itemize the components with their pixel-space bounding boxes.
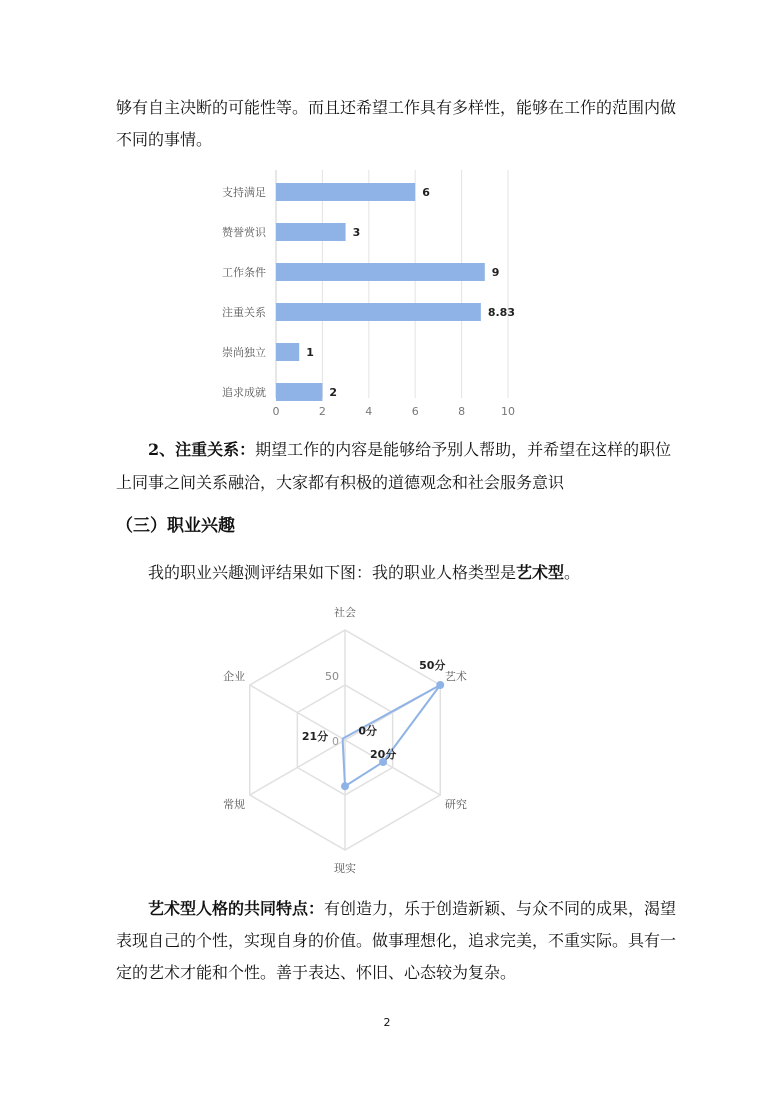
radar-axis-label: 社会 — [334, 606, 356, 619]
radar-scale-label: 0 — [332, 735, 339, 748]
radar-axis-label: 艺术 — [444, 670, 467, 683]
radar-chart — [200, 605, 500, 880]
bar-x-tick: 0 — [272, 405, 280, 418]
features-line-1 — [148, 899, 676, 919]
section-2-line-2: 上同事之间关系融洽，大家都有积极的道德观念和社会服务意识 — [116, 473, 565, 492]
bar-x-tick: 8 — [458, 405, 466, 418]
features-line-3: 定的艺术才能和个性。善于表达、怀旧、心态较为复杂。 — [116, 963, 517, 982]
bar-category-label: 追求成就 — [222, 386, 266, 399]
bar-value-label: 8.83 — [487, 306, 515, 319]
bar-category-label: 注重关系 — [222, 306, 266, 319]
result-suffix: 。 — [564, 563, 581, 582]
bar — [276, 263, 485, 281]
radar-point-label: 50分 — [419, 659, 446, 672]
radar-series-line — [343, 685, 441, 786]
radar-axis-label: 企业 — [223, 670, 246, 683]
bar — [276, 183, 415, 201]
bar-category-label: 崇尚独立 — [222, 346, 266, 359]
bar — [276, 223, 346, 241]
result-prefix: 我的职业兴趣测评结果如下图：我的职业人格类型是 — [148, 563, 517, 582]
bar-value-label: 3 — [352, 226, 361, 239]
page-number: 2 — [383, 1016, 391, 1029]
bar-category-label: 工作条件 — [222, 266, 266, 279]
features-text: 有创造力，乐于创造新颖、与众不同的成果，渴望 — [324, 899, 677, 918]
intro-line-1: 够有自主决断的可能性等。而且还希望工作具有多样性，能够在工作的范围内做 — [116, 98, 677, 117]
section-2-text: 期望工作的内容是能够给予别人帮助，并希望在这样的职位 — [255, 440, 672, 459]
personality-type: 艺术型 — [516, 563, 565, 582]
radar-point — [341, 782, 349, 790]
radar-scale-label: 50 — [325, 670, 339, 683]
features-line-2: 表现自己的个性，实现自身的价值。做事理想化，追求完美，不重实际。具有一 — [116, 931, 677, 950]
section-2-label: 2、注重关系： — [148, 440, 256, 459]
bar — [276, 383, 322, 401]
result-line — [148, 563, 580, 583]
radar-axis-label: 常规 — [223, 798, 246, 811]
bar-value-label: 1 — [306, 346, 314, 359]
bar — [276, 303, 481, 321]
radar-point-label: 20分 — [369, 748, 397, 761]
bar-category-label: 赞誉赏识 — [222, 226, 266, 239]
radar-axis-label: 现实 — [334, 862, 356, 875]
bar-x-tick: 4 — [365, 405, 373, 418]
intro-line-2: 不同的事情。 — [116, 130, 213, 149]
bar-chart — [200, 160, 530, 420]
bar-x-tick: 10 — [501, 405, 515, 418]
radar-point-label: 0分 — [358, 724, 378, 738]
bar-value-label: 6 — [422, 186, 430, 199]
radar-point — [436, 681, 444, 689]
features-label: 艺术型人格的共同特点： — [148, 899, 325, 918]
bar-x-tick: 6 — [411, 405, 419, 418]
bar-value-label: 2 — [329, 386, 338, 399]
radar-point-label: 21分 — [301, 730, 329, 744]
bar-category-label: 支持满足 — [222, 186, 266, 199]
section-heading: （三）职业兴趣 — [116, 516, 235, 536]
bar-x-tick: 2 — [318, 405, 326, 418]
bar-value-label: 9 — [491, 266, 500, 279]
section-2-line-1 — [148, 440, 671, 460]
bar — [276, 343, 299, 361]
radar-axis-label: 研究 — [444, 798, 467, 811]
